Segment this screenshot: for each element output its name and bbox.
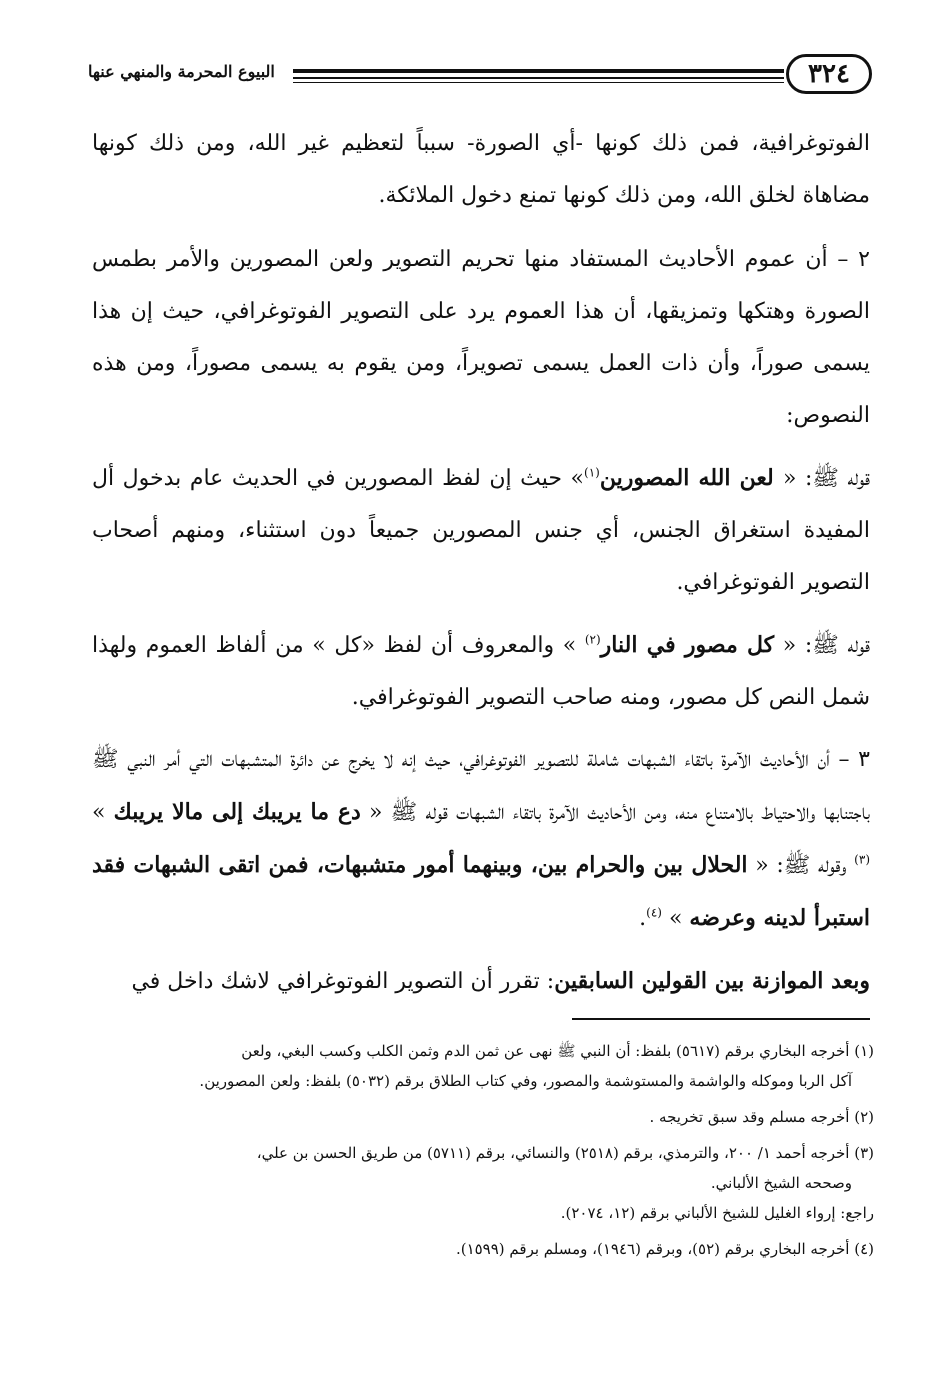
paragraph bbox=[92, 734, 870, 945]
paragraph: الفوتوغرافية، فمن ذلك كونها -أي الصورة- سبباً لتعظيم غير الله، ومن ذلك كونها مضاهاة لخلق الله، ومن ذلك كونها تمنع دخول الملائكة. bbox=[92, 131, 870, 208]
running-title: البيوع المحرمة والمنهي عنها bbox=[88, 62, 275, 81]
hadith-quote: لعن الله المصورين bbox=[599, 465, 783, 491]
footnote-4: (٤) أخرجه البخاري برقم (٥٢)، وبرقم (١٩٤٦)، ومسلم برقم (١٥٩٩). bbox=[455, 1240, 874, 1258]
text: . bbox=[639, 906, 647, 931]
footnote-line: وصححه الشيخ الألباني. bbox=[710, 1174, 852, 1192]
text: قوله ﷺ: « bbox=[774, 633, 870, 658]
page-number: ٣٢٤ bbox=[786, 54, 872, 94]
footnotes bbox=[92, 1036, 874, 1270]
footnote-separator bbox=[572, 1018, 870, 1020]
footnote-line: راجع: إرواء الغليل للشيخ الألباني برقم (١٢، ٢٠٧٤). bbox=[560, 1204, 874, 1222]
text: : تقرر أن التصوير الفوتوغرافي لاشك داخل في bbox=[131, 969, 555, 994]
footnote-ref: (١) bbox=[584, 465, 600, 480]
page-header bbox=[88, 52, 872, 102]
footnote-1 bbox=[92, 1036, 874, 1096]
text: ٣ – أن الأحاديث الآمرة باتقاء الشبهات شاملة للتصوير الفوتوغرافي، حيث إنه لا يخرج عن دائرة المتشبهات التي أمر النبي ﷺ باجتنابها والاحتياط بالامتناع منه، ومن الأحاديث الآمرة باتقاء الشبهات قوله ﷺ « bbox=[92, 747, 870, 825]
footnote-line: (١) أخرجه البخاري برقم (٥٦١٧) بلفظ: أن النبي ﷺ نهى عن ثمن الدم وثمن الكلب وكسب البغي، ولعن bbox=[241, 1042, 874, 1060]
text: وقوله ﷺ: « bbox=[747, 853, 855, 878]
paragraph bbox=[92, 619, 870, 724]
footnote-ref: (٣) bbox=[854, 852, 870, 867]
header-rule bbox=[293, 69, 784, 73]
text: » والمعروف أن لفظ «كل » من ألفاظ العموم ولهذا شمل النص كل مصور، ومنه صاحب التصوير الفوتوغرافي. bbox=[92, 633, 870, 710]
footnote-ref: (٢) bbox=[584, 632, 601, 647]
paragraph bbox=[92, 955, 870, 1008]
footnote-2: (٢) أخرجه مسلم وقد سبق تخريجه . bbox=[649, 1108, 874, 1126]
main-text bbox=[92, 118, 870, 1018]
text: » bbox=[92, 800, 114, 825]
footnote-line: آكل الربا وموكله والواشمة والمستوشمة والمصور، وفي كتاب الطلاق برقم (٥٠٣٢) بلفظ: ولعن المصورين. bbox=[199, 1072, 852, 1090]
text: » bbox=[661, 906, 690, 931]
header-rule bbox=[293, 77, 784, 79]
text: » حيث إن لفظ المصورين في الحديث عام بدخول أل المفيدة استغراق الجنس، أي جنس المصورين جميعاً دون استثناء، ومنهم أصحاب التصوير الفوتوغرافي. bbox=[92, 466, 870, 595]
footnote-line: (٣) أخرجه أحمد ١/ ٢٠٠، والترمذي، برقم (٢٥١٨) والنسائي، برقم (٥٧١١) من طريق الحسن بن علي، bbox=[256, 1144, 874, 1162]
lead-in: وبعد الموازنة بين القولين السابقين bbox=[554, 968, 870, 994]
paragraph bbox=[92, 452, 870, 609]
hadith-quote: دع ما يريبك إلى مالا يريبك bbox=[113, 799, 361, 825]
footnote-ref: (٤) bbox=[646, 905, 662, 920]
paragraph: ٢ – أن عموم الأحاديث المستفاد منها تحريم التصوير ولعن المصورين والأمر بطمس الصورة وهتكها وتمزيقها، أن هذا العموم يرد على التصوير الفوتوغرافي، حيث إن هذا يسمى صوراً، وأن ذات العمل يسمى تصويراً، ومن يقوم به يسمى مصوراً، ومن هذه النصوص: bbox=[92, 247, 870, 428]
hadith-quote: كل مصور في النار bbox=[600, 632, 775, 658]
header-rule bbox=[293, 82, 784, 83]
footnote-3 bbox=[92, 1138, 874, 1228]
hadith-quote: الحلال بين والحرام بين، وبينهما أمور متشبهات، فمن اتقى الشبهات فقد استبرأ لدينه وعرضه bbox=[92, 852, 870, 931]
text: قوله ﷺ: « bbox=[782, 466, 871, 491]
